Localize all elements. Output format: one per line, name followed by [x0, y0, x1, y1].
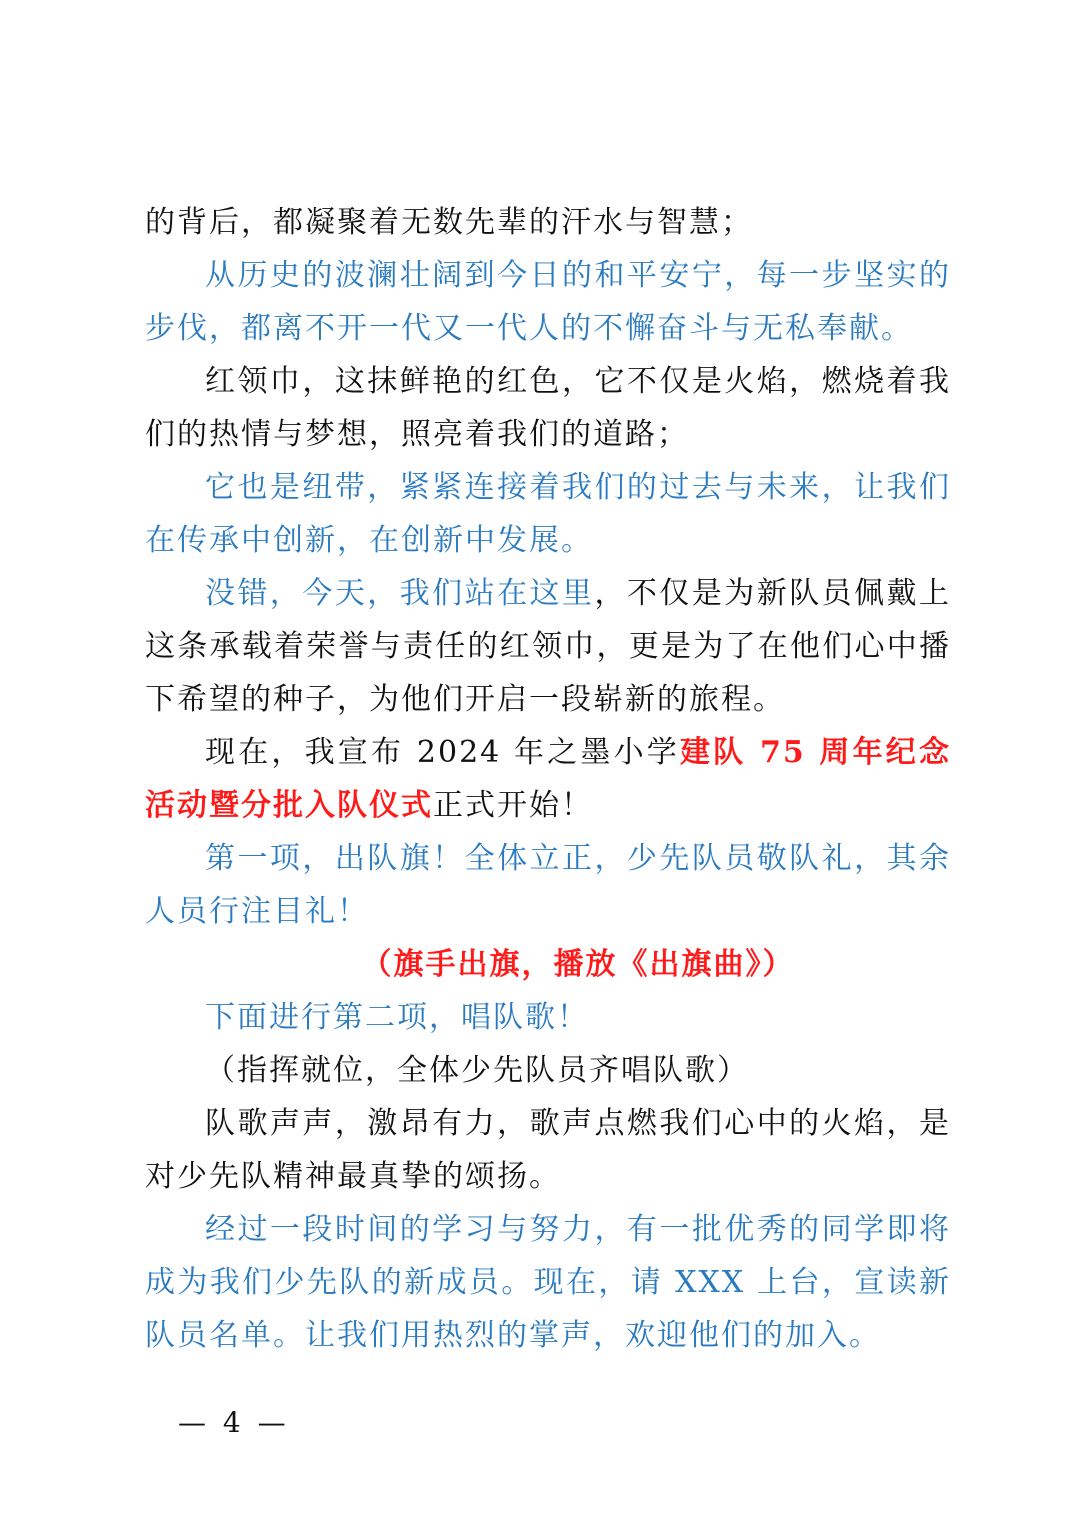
announcement-suffix: 正式开始！	[433, 788, 593, 823]
paragraph-continuation: 的背后，都凝聚着无数先辈的汗水与智慧；	[145, 205, 753, 240]
paragraph-history: 从历史的波澜壮阔到今日的和平安宁，每一步坚实的步伐，都离不开一代又一代人的不懈奋斗与无私奉献。	[145, 258, 951, 346]
paragraph-item-two: 下面进行第二项，唱队歌！	[205, 1000, 589, 1035]
paragraph-item-one: 第一项，出队旗！全体立正，少先队员敬队礼，其余人员行注目礼！	[145, 841, 951, 929]
announcement-prefix: 现在，我宣布 2024 年之墨小学	[205, 735, 680, 770]
paragraph-song: 队歌声声，激昂有力，歌声点燃我们心中的火焰，是对少先队精神最真挚的颂扬。	[145, 1106, 951, 1194]
paragraph-red-scarf: 红领巾，这抹鲜艳的红色，它不仅是火焰，燃烧着我们的热情与梦想，照亮着我们的道路；	[145, 364, 951, 452]
paragraph-new-members: 经过一段时间的学习与努力，有一批优秀的同学即将成为我们少先队的新成员。现在，请 XXX 上台，宣读新队员名单。让我们用热烈的掌声，欢迎他们的加入。	[145, 1212, 951, 1353]
paragraph-today-black: ，不仅是为新队员佩戴上这条承载着荣誉与责任的红领巾，更是为了在他们心中播下希望的种子，为他们开启一段崭新的旅程。	[145, 576, 952, 717]
stage-direction-flag: （旗手出旗，播放《出旗曲》）	[361, 947, 795, 982]
stage-direction-song: （指挥就位，全体少先队员齐唱队歌）	[205, 1053, 749, 1088]
paragraph-today-blue: 没错，今天，我们站在这里	[205, 576, 595, 611]
paragraph-today	[145, 567, 951, 726]
paragraph-bond: 它也是纽带，紧紧连接着我们的过去与未来，让我们在传承中创新，在创新中发展。	[145, 470, 951, 558]
paragraph-announcement	[145, 726, 951, 832]
page-number: — 4 —	[178, 1406, 290, 1439]
announcement-highlight: 建队 75 周年纪念活动暨分批入队仪式	[145, 735, 951, 823]
document-body	[145, 196, 951, 1362]
